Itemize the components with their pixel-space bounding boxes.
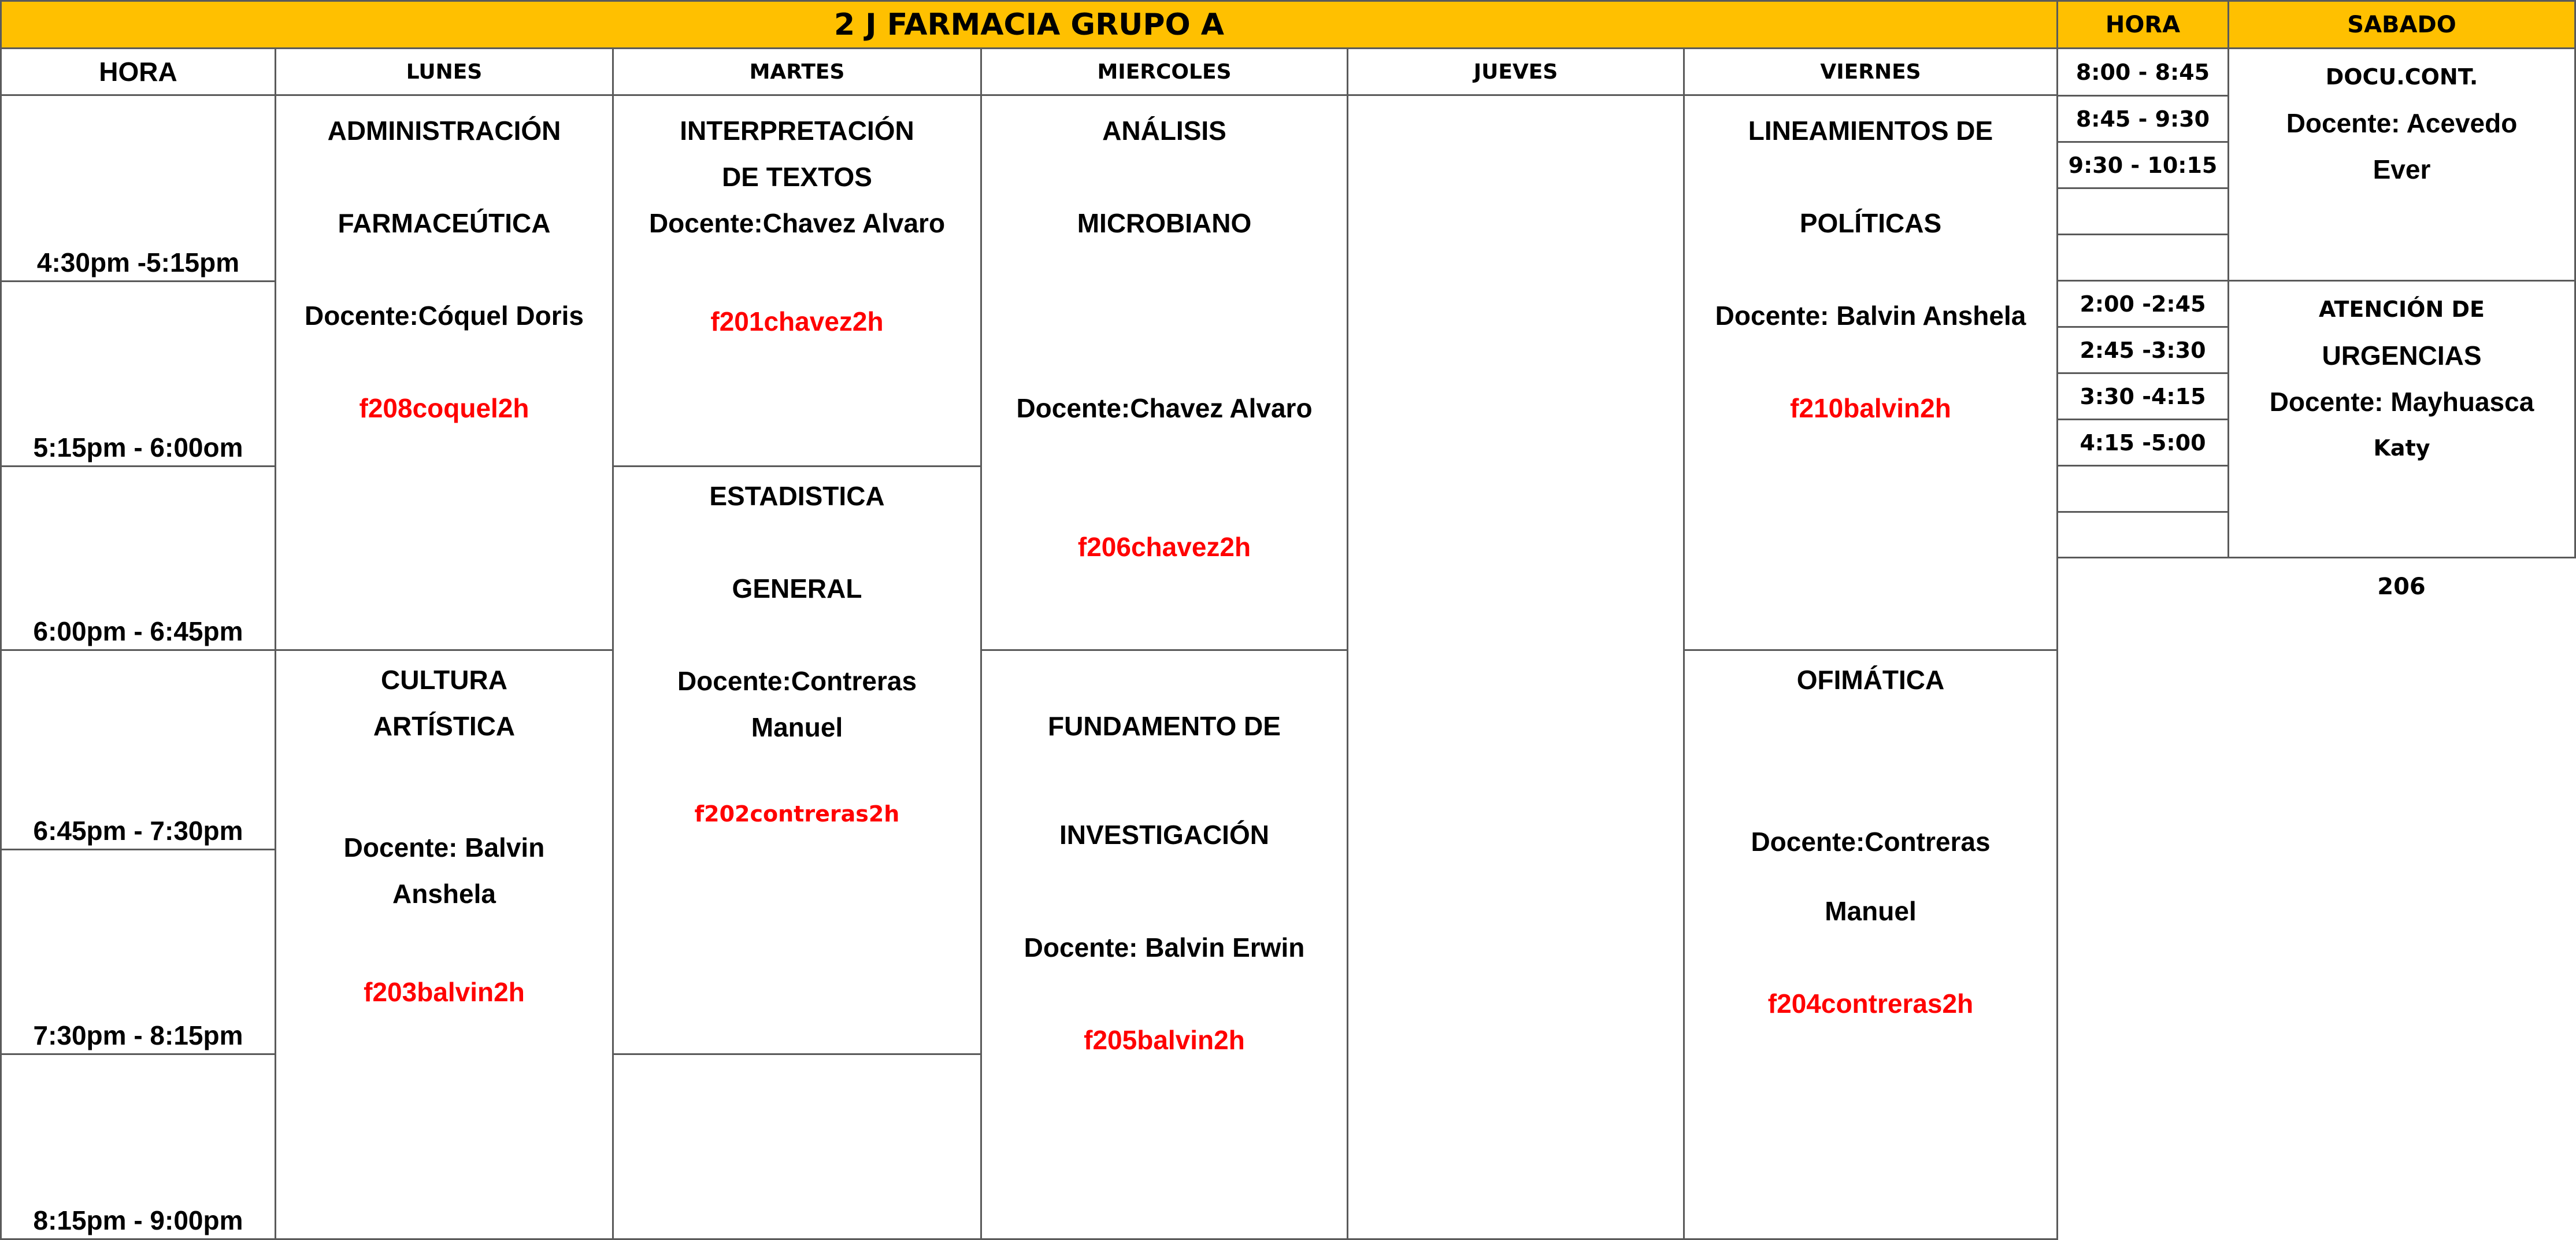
course-teacher: Docente: Balvin Anshela bbox=[1715, 301, 2026, 331]
schedule-title: 2 J FARMACIA GRUPO A bbox=[0, 0, 2058, 49]
course-code: f204contreras2h bbox=[1767, 989, 1974, 1019]
saturday-time-slot: 2:45 -3:30 bbox=[2056, 326, 2229, 374]
column-header-jueves: JUEVES bbox=[1347, 47, 1685, 96]
course-teacher: Anshela bbox=[392, 879, 496, 909]
course-teacher: Manuel bbox=[1825, 896, 1917, 926]
course-name: ADMINISTRACIÓN bbox=[327, 116, 561, 146]
course-name: URGENCIAS bbox=[2322, 340, 2482, 371]
column-header-hora: HORA bbox=[0, 47, 276, 96]
course-name: FUNDAMENTO DE bbox=[1048, 711, 1281, 741]
course-name: OFIMÁTICA bbox=[1796, 665, 1945, 695]
hour-cell: 5:15pm - 6:00om bbox=[0, 280, 276, 467]
course-block-docu-cont bbox=[2227, 47, 2576, 282]
course-teacher: Docente: Mayhuasca bbox=[2269, 387, 2534, 417]
room-number: 206 bbox=[2377, 573, 2426, 600]
course-block-interpretacion-de-textos bbox=[612, 94, 982, 467]
hour-cell: 6:45pm - 7:30pm bbox=[0, 649, 276, 850]
course-code: f206chavez2h bbox=[1077, 532, 1251, 562]
saturday-time-slot bbox=[2056, 187, 2229, 235]
hour-cell: 4:30pm -5:15pm bbox=[0, 94, 276, 282]
course-name: ARTÍSTICA bbox=[373, 711, 516, 741]
course-name: FARMACEÚTICA bbox=[338, 208, 551, 238]
course-teacher: Docente: Balvin bbox=[343, 832, 545, 863]
course-teacher: Docente:Chavez Alvaro bbox=[648, 208, 946, 238]
course-block-fundamento-de-investigacion bbox=[980, 649, 1348, 1240]
saturday-time-slot bbox=[2056, 511, 2229, 558]
course-name: INTERPRETACIÓN bbox=[680, 116, 914, 146]
saturday-time-slot: 4:15 -5:00 bbox=[2056, 419, 2229, 467]
course-teacher: Docente:Cóquel Doris bbox=[304, 301, 584, 331]
saturday-time-slot bbox=[2056, 234, 2229, 282]
course-name: MICROBIANO bbox=[1077, 208, 1252, 238]
empty-slot bbox=[612, 1053, 982, 1240]
saturday-hora-header: HORA bbox=[2056, 0, 2229, 49]
hour-cell: 8:15pm - 9:00pm bbox=[0, 1053, 276, 1240]
course-code: f210balvin2h bbox=[1790, 393, 1951, 423]
course-block-atencion-de-urgencias bbox=[2227, 280, 2576, 558]
saturday-time-slot: 2:00 -2:45 bbox=[2056, 280, 2229, 328]
course-name: ESTADISTICA bbox=[709, 481, 885, 511]
course-name: ATENCIÓN DE bbox=[2318, 297, 2485, 322]
course-teacher: Docente:Contreras bbox=[677, 666, 917, 696]
course-teacher: Docente: Acevedo bbox=[2286, 108, 2518, 138]
course-name: INVESTIGACIÓN bbox=[1059, 820, 1269, 850]
course-block-ofimatica bbox=[1683, 649, 2058, 1240]
saturday-time-slot: 8:45 - 9:30 bbox=[2056, 95, 2229, 143]
course-teacher: Ever bbox=[2373, 154, 2431, 184]
column-header-martes: MARTES bbox=[612, 47, 982, 96]
course-name: POLÍTICAS bbox=[1799, 208, 1942, 238]
course-block-analisis-microbiano bbox=[980, 94, 1348, 651]
course-code: f205balvin2h bbox=[1084, 1025, 1245, 1055]
course-teacher: Manuel bbox=[751, 712, 843, 742]
course-code: f203balvin2h bbox=[364, 977, 525, 1007]
course-name: DE TEXTOS bbox=[722, 162, 872, 192]
course-teacher: Katy bbox=[2373, 435, 2430, 461]
course-teacher: Docente:Contreras bbox=[1751, 827, 1991, 857]
column-header-lunes: LUNES bbox=[275, 47, 614, 96]
course-code: f201chavez2h bbox=[710, 306, 884, 336]
course-name: DOCU.CONT. bbox=[2325, 64, 2478, 90]
course-name: CULTURA bbox=[381, 665, 507, 695]
saturday-time-slot bbox=[2056, 465, 2229, 513]
column-header-viernes: VIERNES bbox=[1683, 47, 2058, 96]
course-block-cultura-artistica bbox=[275, 649, 614, 1240]
course-name: LINEAMIENTOS DE bbox=[1748, 116, 1993, 146]
hour-cell: 6:00pm - 6:45pm bbox=[0, 465, 276, 651]
empty-day-jueves bbox=[1347, 94, 1685, 1240]
course-block-administracion-farmaceutica bbox=[275, 94, 614, 651]
hour-cell: 7:30pm - 8:15pm bbox=[0, 849, 276, 1055]
saturday-time-slot: 9:30 - 10:15 bbox=[2056, 141, 2229, 189]
course-teacher: Docente: Balvin Erwin bbox=[1024, 932, 1305, 963]
column-header-miercoles: MIERCOLES bbox=[980, 47, 1348, 96]
course-block-lineamientos-de-politicas bbox=[1683, 94, 2058, 651]
saturday-time-slot: 8:00 - 8:45 bbox=[2056, 47, 2229, 97]
course-name: GENERAL bbox=[732, 573, 862, 604]
course-code: f208coquel2h bbox=[359, 393, 529, 423]
course-block-estadistica-general bbox=[612, 465, 982, 1055]
saturday-time-slot: 3:30 -4:15 bbox=[2056, 372, 2229, 420]
course-teacher: Docente:Chavez Alvaro bbox=[1016, 393, 1313, 423]
course-code: f202contreras2h bbox=[694, 801, 900, 827]
course-name: ANÁLISIS bbox=[1102, 116, 1226, 146]
saturday-header: SABADO bbox=[2227, 0, 2576, 49]
